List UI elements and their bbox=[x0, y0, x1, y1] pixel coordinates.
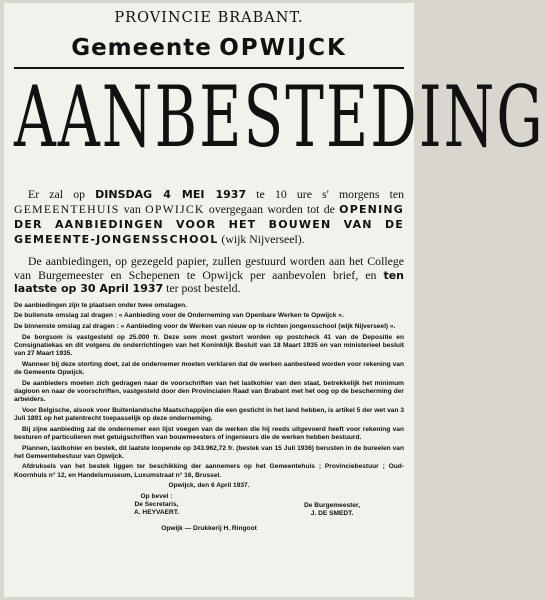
condition-paragraph: De aanbiedingen zijn te plaatsen onder twee omslagen. bbox=[14, 301, 187, 309]
submission-text: ter post besteld. bbox=[166, 281, 241, 295]
condition-paragraph: De binnenste omslag zal dragen : « Aanbieding voor de Werken van nieuw op te richten jongensschool (wijk Nijverseel) ». bbox=[14, 322, 396, 330]
province-heading: PROVINCIE BRABANT. bbox=[114, 10, 304, 26]
municipality-name: OPWIJCK bbox=[219, 35, 347, 61]
secretary-name: A. HEYVAERT. bbox=[134, 509, 179, 517]
order-label: Op bevel : bbox=[140, 493, 173, 501]
intro-text: Er zal op bbox=[28, 187, 85, 201]
submission-deadline: ten laatste op 30 April 1937 bbox=[14, 268, 404, 295]
condition-paragraph: De aanbieders moeten zich gedragen naar de voorschriften van het lastkohier van den staat, betrekkelijk het minimum dagloon en naar de voorschriften, vastgesteld door den Provincialen Raad van Brabant met het oog op de bescherming der arbeiders. bbox=[14, 379, 404, 404]
submission-paragraph bbox=[14, 255, 404, 296]
condition-paragraph: De borgsom is vastgesteld op 25.000 fr. Deze som moet gestort worden op postcheck 41 van de Depositie en Consignatiekas en dit volgens de onderrichtingen van het Koninklijk Besluit van 18 Maart 1935 en van ministerieel besluit van 27 Maart 1935. bbox=[14, 333, 404, 358]
secretary-signature bbox=[134, 493, 179, 518]
mayor-role: De Burgemeester, bbox=[304, 502, 361, 510]
municipality-heading bbox=[14, 34, 404, 61]
condition-paragraph: Bij zijne aanbieding zal de ondernemer een lijst voegen van de werken die hij reeds uitgevoerd heeft voor rekening van besturen of particulieren met getuigschriften van bouwmeesters of ingenieurs die de werken hebben bestuurd. bbox=[14, 425, 404, 441]
intro-text: overgegaan worden tot de bbox=[208, 202, 335, 216]
conditions-block bbox=[14, 302, 404, 491]
tender-place: GEMEENTEHUIS bbox=[14, 202, 120, 216]
town-name: OPWIJCK bbox=[145, 202, 205, 216]
condition-paragraph: Afdruksels van het bestek liggen ter beschikking der aannemers op het Gemeentehuis ; Provinciebestuur ; Oud-Koornhuis n° 12, en Handelsmuseum, Luxumstraat n° 16, Brussel. bbox=[14, 463, 404, 479]
dateline: Opwijck, den 6 April 1937. bbox=[168, 482, 250, 490]
opening-notice: OPENING DER AANBIEDINGEN VOOR HET BOUWEN VAN DE GEMEENTE-JONGENSSCHOOL bbox=[14, 203, 405, 246]
condition-paragraph: Wanneer bij deze storting doet, zal de ondernemer moeten verklaren dat de werken aanbesteed worden voor rekening van de Gemeente Opwijck. bbox=[14, 360, 404, 376]
condition-paragraph: De buitenste omslag zal dragen : « Aanbieding voor de Onderneming van Openbare Werken te Opwijck ». bbox=[14, 312, 344, 320]
gemeente-word: Gemeente bbox=[71, 35, 212, 61]
intro-text: van bbox=[123, 202, 141, 216]
condition-paragraph: Plannen, lastkohier en bestek, dit laatste loopende op 343.962,72 fr. (bestek van 15 Juli 1936) berusten in de bureelen van het Gemeentebestuur van Opwijck. bbox=[14, 444, 404, 460]
district-name: (wijk Nijverseel). bbox=[221, 232, 305, 246]
poster-title: AANBESTEDING bbox=[14, 67, 545, 167]
submission-text: De aanbiedingen, op gezegeld papier, zullen gestuurd worden aan het College van Burgemeester en Schepenen te Opwijck per aanbevolen brief, en bbox=[14, 254, 404, 282]
mayor-name: J. DE SMEDT. bbox=[310, 510, 354, 518]
secretary-role: De Secretaris, bbox=[134, 501, 179, 509]
intro-text: te 10 ure s' morgens ten bbox=[256, 187, 404, 201]
condition-paragraph: Voor Belgische, alsook voor Buitenlandsche Maatschappijen die een gesticht in het land hebben, is artikel 5 der wet van 3 Juli 1891 op het patentrecht toepasselijk op deze onderneming. bbox=[14, 406, 404, 422]
printer-line: Opwijk — Drukkerij H. Ringoot bbox=[161, 525, 257, 533]
tender-date: DINSDAG 4 MEI 1937 bbox=[95, 188, 247, 201]
poster bbox=[4, 3, 545, 597]
signatures bbox=[14, 493, 404, 523]
mayor-signature bbox=[304, 502, 360, 518]
